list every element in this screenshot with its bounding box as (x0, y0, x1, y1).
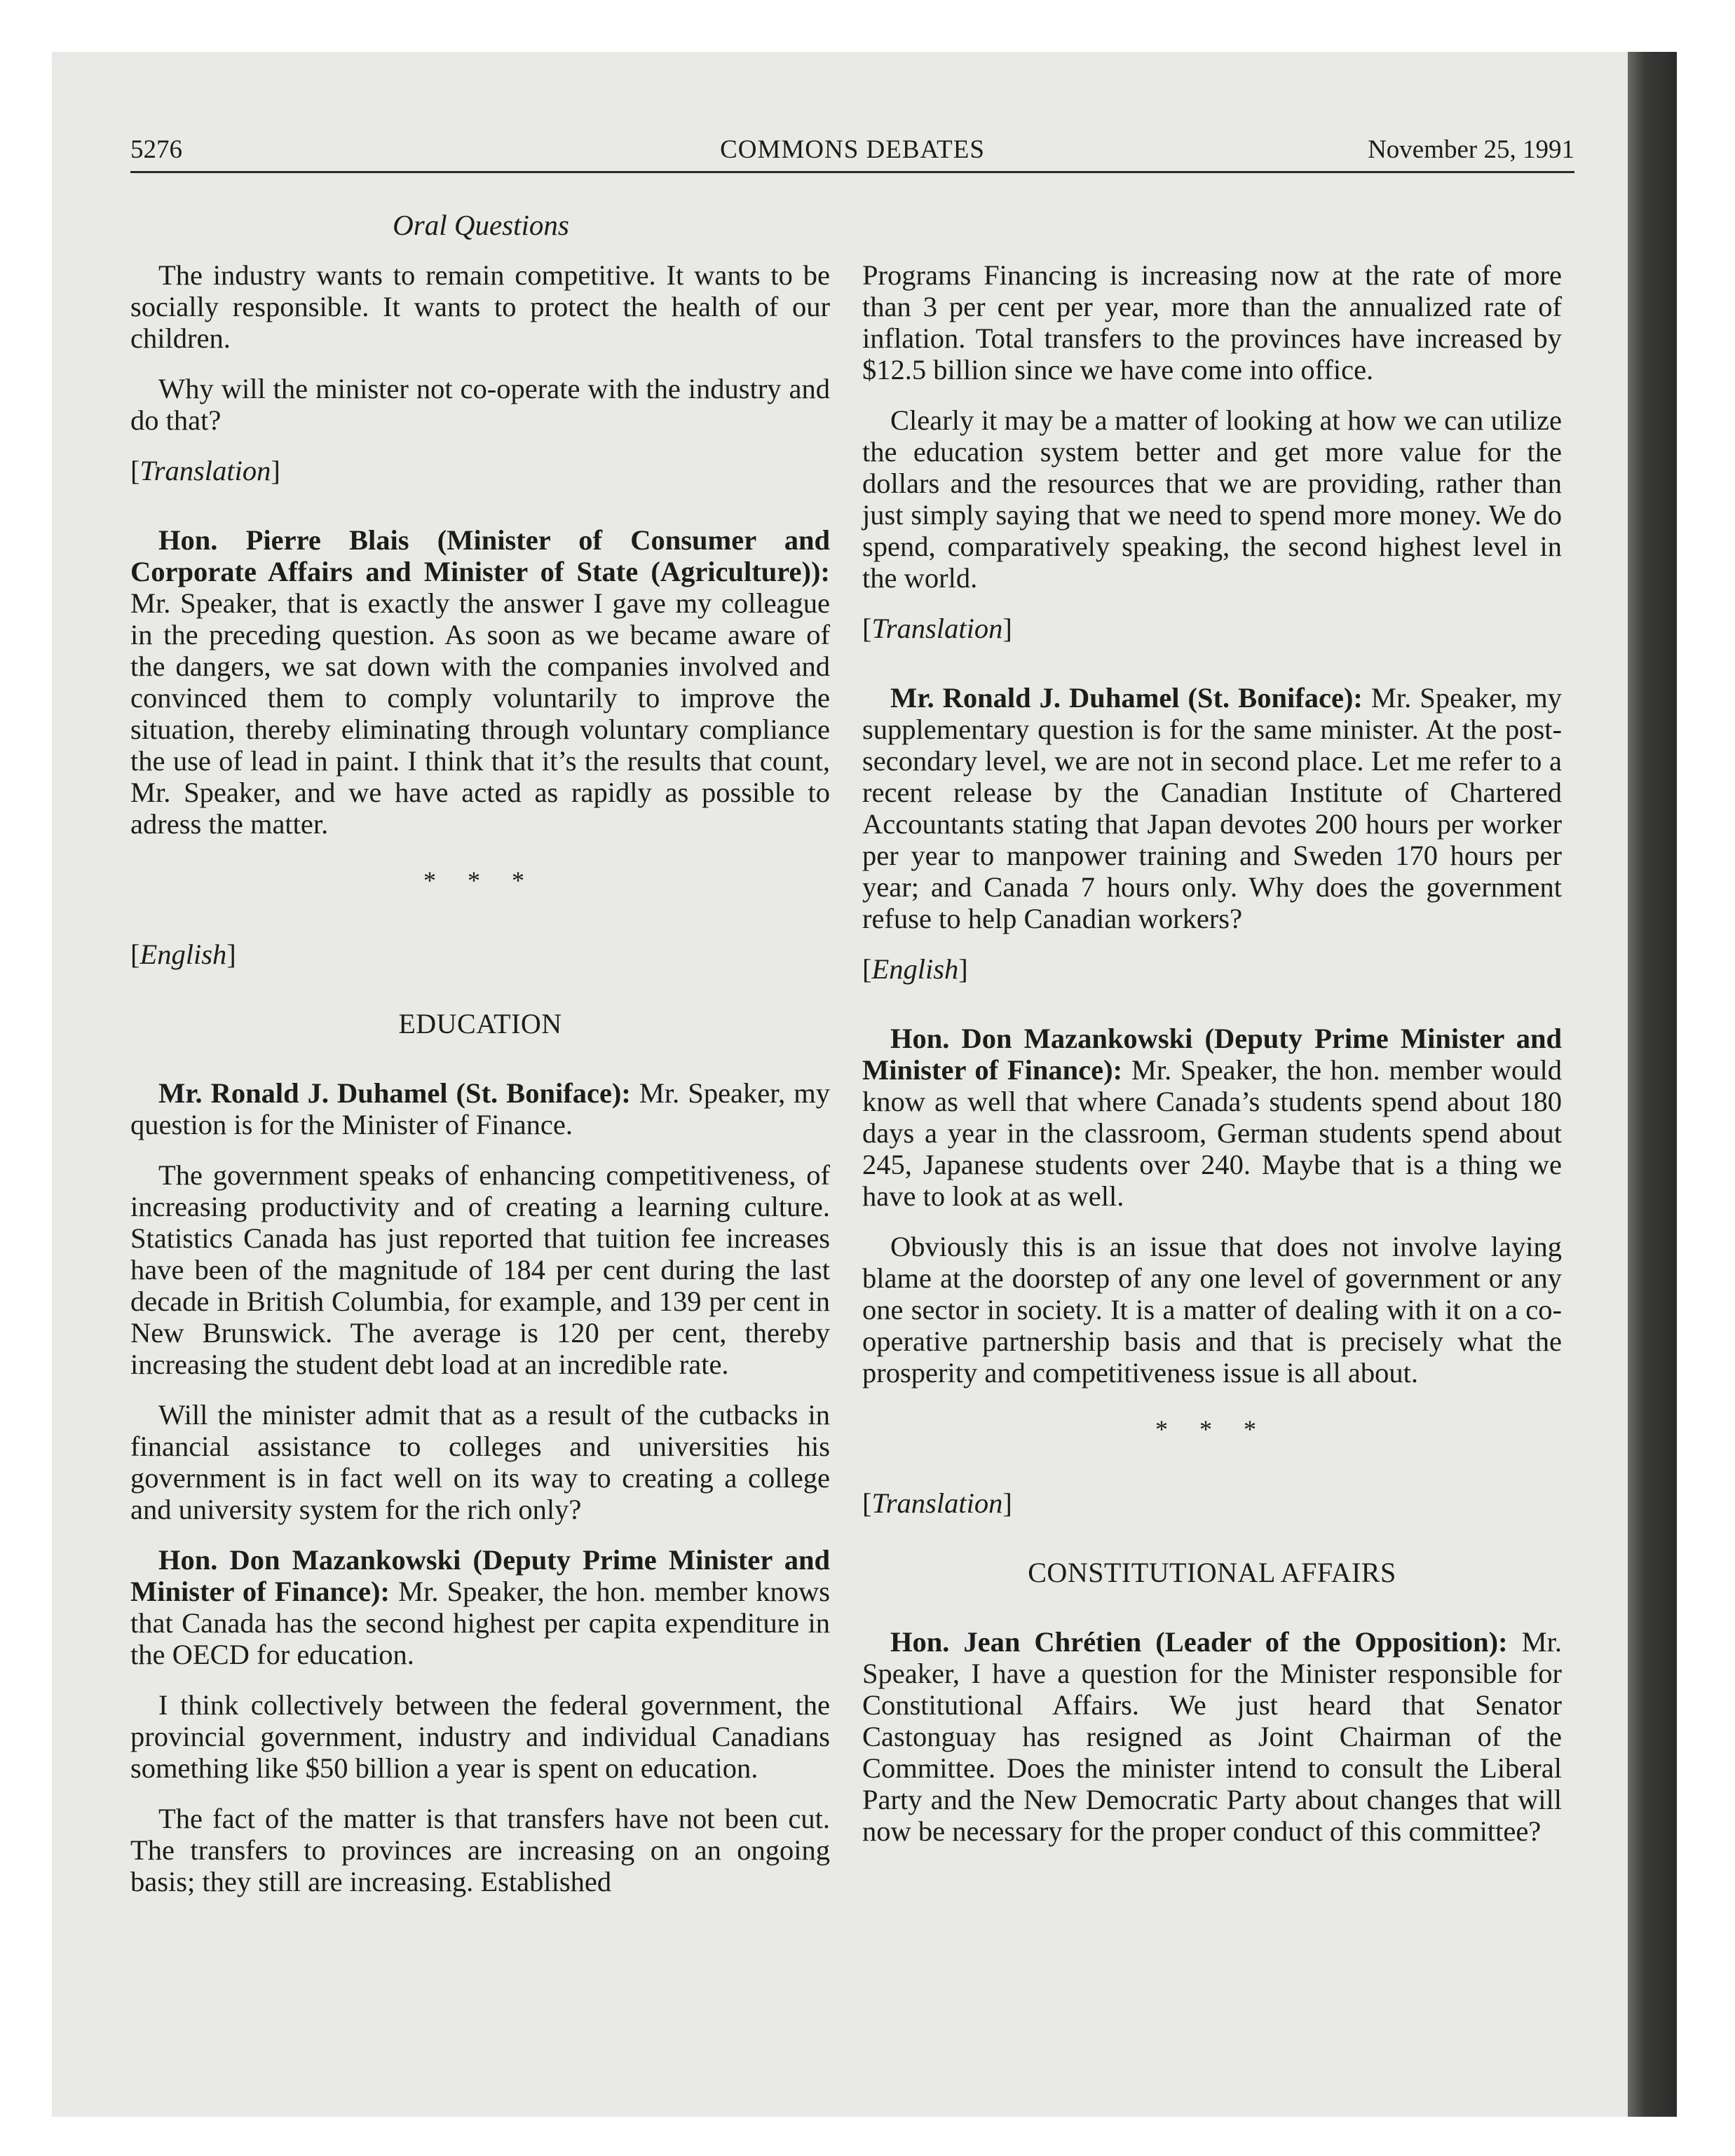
document-page (130, 0, 1574, 2156)
speaker-name: Hon. Pierre Blais (Minister of Consumer and Corporate Affairs and Minister of State (Agriculture)): (130, 524, 830, 587)
language-tag: [Translation] (862, 1487, 1012, 1519)
speaker-name: Hon. Jean Chrétien (Leader of the Opposition): (890, 1626, 1508, 1658)
language-tag: [Translation] (862, 613, 1012, 644)
speech-text: Mr. Speaker, my supplementary question is for the same minister. At the post-secondary level, we are not in second place. Let me refer to a recent release by the Canadian Institute of Chartered Accountants stating that Japan devotes 200 hours per worker per year to manpower training and Sweden 170 hours per year; and Canada 7 hours only. Why does the government refuse to help Canadian workers? (862, 682, 1562, 934)
speech-text: Mr. Speaker, my question is for the Minister of Finance. (130, 1077, 830, 1140)
language-tag-text: English (871, 953, 959, 985)
paragraph: Will the minister admit that as a result of the cutbacks in financial assistance to colleges and universities his government is in fact well on its way to creating a college and university system for the rich only? (130, 1399, 830, 1525)
speaker-name: Hon. Don Mazankowski (Deputy Prime Minister and Minister of Finance): (862, 1023, 1562, 1086)
paragraph: Clearly it may be a matter of looking at how we can utilize the education system better and get more value for the dollars and the resources that we are providing, rather than just simply saying that we need to spend more money. We do spend, comparatively speaking, the second highest level in the world. (862, 404, 1562, 594)
language-tag: [Translation] (130, 455, 280, 486)
topic-heading: CONSTITUTIONAL AFFAIRS (1028, 1557, 1396, 1588)
speech-paragraph (130, 1077, 830, 1140)
speech-text: Mr. Speaker, the hon. member knows that Canada has the second highest per capita expenditure in the OECD for education. (130, 1576, 830, 1670)
speech-paragraph (862, 1626, 1562, 1847)
speech-paragraph (862, 682, 1562, 934)
speech-text: Mr. Speaker, the hon. member would know as well that where Canada’s students spend about 180 days a year in the classroom, German students spend about 245, Japanese students over 240. Maybe that is a thing we have to look at as well. (862, 1054, 1562, 1212)
speaker-name: Mr. Ronald J. Duhamel (St. Boniface): (890, 682, 1363, 714)
language-tag: [English] (130, 939, 236, 970)
speaker-name: Hon. Don Mazankowski (Deputy Prime Minister and Minister of Finance): (130, 1544, 830, 1607)
header-rule (130, 171, 1574, 173)
publication-date: November 25, 1991 (1368, 135, 1574, 164)
left-column (130, 259, 830, 1897)
paragraph: The fact of the matter is that transfers have not been cut. The transfers to provinces are increasing on an ongoing basis; they still are increasing. Established (130, 1803, 830, 1897)
paragraph: Why will the minister not co-operate with the industry and do that? (130, 373, 830, 436)
running-header (130, 132, 1574, 168)
language-tag-text: Translation (871, 1487, 1003, 1519)
speech-text: Mr. Speaker, I have a question for the Minister responsible for Constitutional Affairs. We just heard that Senator Castonguay has resigned as Joint Chairman of the Committee. Does the minister intend to consult the Liberal Party and the New Democratic Party about changes that will now be necessary for the proper conduct of this committee? (862, 1626, 1563, 1847)
language-tag-text: Translation (871, 613, 1003, 644)
publication-title: COMMONS DEBATES (720, 135, 985, 164)
page-number: 5276 (130, 135, 182, 164)
speech-paragraph (862, 1023, 1562, 1212)
topic-heading: EDUCATION (398, 1008, 562, 1039)
paragraph: Obviously this is an issue that does not involve laying blame at the doorstep of any one level of government or any one sector in society. It is a matter of dealing with it on a co-operative partnership basis and that is precisely what the prosperity and competitiveness issue is all about. (862, 1231, 1562, 1389)
paragraph: The government speaks of enhancing competitiveness, of increasing productivity and of creating a learning culture. Statistics Canada has just reported that tuition fee increases have been of the magnitude of 184 per cent during the last decade in British Columbia, for example, and 139 per cent in New Brunswick. The average is 120 per cent, thereby increasing the student debt load at an incredible rate. (130, 1159, 830, 1380)
language-tag-text: English (140, 939, 227, 970)
speaker-name: Mr. Ronald J. Duhamel (St. Boniface): (158, 1077, 631, 1109)
speech-text: Mr. Speaker, that is exactly the answer I gave my colleague in the preceding question. As soon as we became aware of the dangers, we sat down with the companies involved and convinced them to comply voluntarily to improve the situation, thereby eliminating through voluntary compliance the use of lead in paint. I think that it’s the results that count, Mr. Speaker, and we have acted as rapidly as possible to adress the matter. (130, 587, 830, 840)
speech-paragraph (130, 1544, 830, 1670)
right-column (862, 259, 1562, 1847)
paragraph: The industry wants to remain competitive. It wants to be socially responsible. It wants to protect the health of our children. (130, 259, 830, 354)
language-tag-text: Translation (140, 455, 271, 486)
paragraph: Programs Financing is increasing now at the rate of more than 3 per cent per year, more than the annualized rate of inflation. Total transfers to the provinces have increased by $12.5 billion since we have come into office. (862, 259, 1562, 386)
speech-paragraph (130, 524, 830, 840)
section-header: Oral Questions (393, 209, 569, 241)
language-tag: [English] (862, 953, 968, 985)
paragraph: I think collectively between the federal government, the provincial government, industry and individual Canadians something like $50 billion a year is spent on education. (130, 1689, 830, 1784)
page-binding-edge (1628, 52, 1677, 2117)
section-break: * * * (423, 866, 537, 894)
section-break: * * * (1155, 1415, 1269, 1443)
